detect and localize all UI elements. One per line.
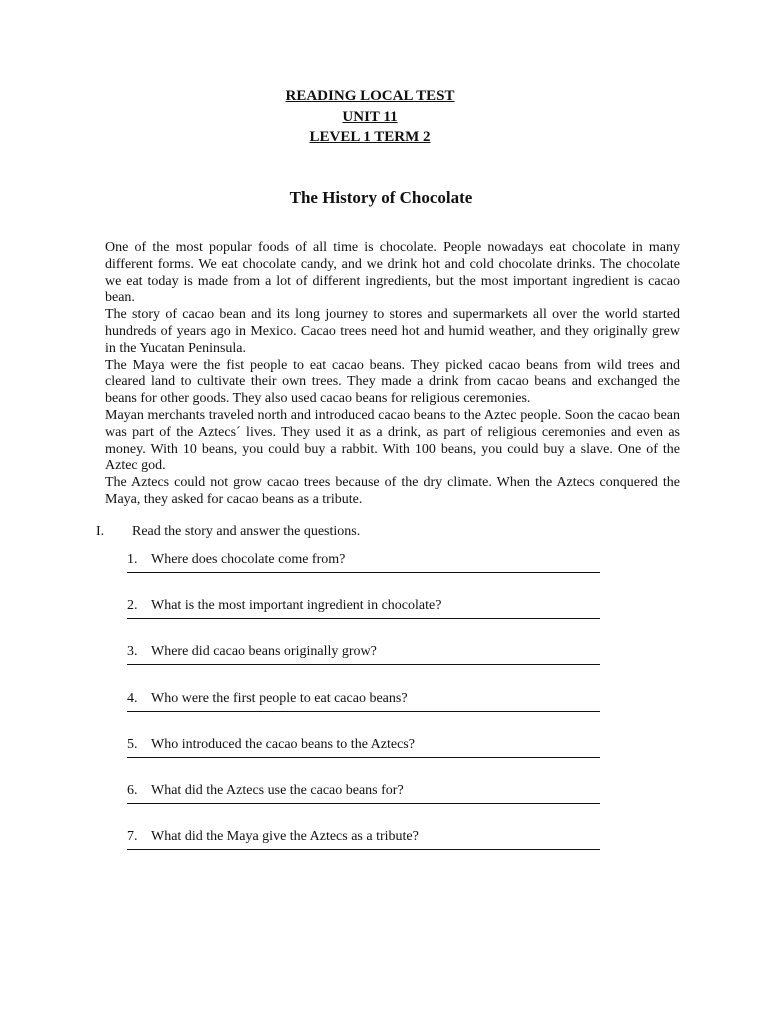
header-unit: UNIT 11 — [342, 108, 398, 125]
header-test-name: READING LOCAL TEST — [285, 88, 455, 104]
story-paragraph: The Aztecs could not grow cacao trees because of the dry climate. When the Aztecs conquered the Maya, they asked for cacao beans as a tribute. — [105, 475, 680, 507]
story-paragraph: One of the most popular foods of all time is chocolate. People nowadays eat chocolate in many different forms. We eat chocolate candy, and we drink hot and cold chocolate drinks. The chocolate we eat today is made from a lot of different ingredients, but the most important ingredient is cacao bean. — [105, 240, 680, 306]
instruction — [96, 523, 360, 540]
answer-line[interactable] — [127, 756, 600, 758]
question-number: 3. — [127, 644, 138, 660]
question-number: 4. — [127, 690, 138, 706]
question-text: What did the Maya give the Aztecs as a tribute? — [151, 829, 419, 845]
story-text — [105, 240, 680, 509]
story-paragraph: Mayan merchants traveled north and introduced cacao beans to the Aztec people. Soon the cacao bean was part of the Aztecs´ lives. They used it as a drink, as part of religious ceremonies and even as money. With 10 beans, you could buy a rabbit. With 100 beans, you could buy a slave. One of the Aztec god. — [105, 407, 680, 474]
answer-line[interactable] — [127, 802, 600, 804]
question-number: 7. — [127, 829, 138, 845]
question-text: Who introduced the cacao beans to the Aztecs? — [151, 736, 415, 752]
story-title: The History of Chocolate — [289, 188, 473, 207]
question-number: 1. — [127, 552, 138, 567]
question-item — [127, 828, 602, 874]
instruction-number: I. — [96, 524, 105, 539]
question-text: Who were the first people to eat cacao beans? — [151, 690, 408, 706]
answer-line[interactable] — [127, 848, 600, 850]
question-text: What is the most important ingredient in chocolate? — [151, 598, 442, 614]
story-paragraph: The Maya were the fist people to eat cacao beans. They picked cacao beans from wild trees and cleared land to cultivate their own trees. They made a drink from cacao beans and exchanged the beans for other goods. They also used cacao beans for religious ceremonies. — [105, 357, 680, 407]
header-level-term: LEVEL 1 TERM 2 — [309, 129, 431, 145]
answer-line[interactable] — [127, 571, 600, 573]
instruction-text: Read the story and answer the questions. — [132, 524, 361, 539]
question-item — [127, 782, 602, 828]
question-number: 6. — [127, 782, 138, 798]
question-item — [127, 551, 602, 597]
question-text: Where did cacao beans originally grow? — [151, 644, 377, 660]
answer-line[interactable] — [127, 617, 600, 619]
question-number: 5. — [127, 736, 138, 752]
answer-line[interactable] — [127, 710, 600, 712]
question-item — [127, 643, 602, 689]
question-list — [127, 551, 602, 874]
question-text: Where does chocolate come from? — [151, 552, 346, 567]
story-paragraph: The story of cacao bean and its long journey to stores and supermarkets all over the world started hundreds of years ago in Mexico. Cacao trees need hot and humid weather, and they originally grew in the Yucatan Peninsula. — [105, 307, 680, 356]
question-item — [127, 597, 602, 643]
question-text: What did the Aztecs use the cacao beans for? — [151, 782, 404, 798]
question-item — [127, 690, 602, 736]
test-header — [0, 86, 740, 148]
question-number: 2. — [127, 598, 138, 614]
question-item — [127, 736, 602, 782]
answer-line[interactable] — [127, 663, 600, 665]
